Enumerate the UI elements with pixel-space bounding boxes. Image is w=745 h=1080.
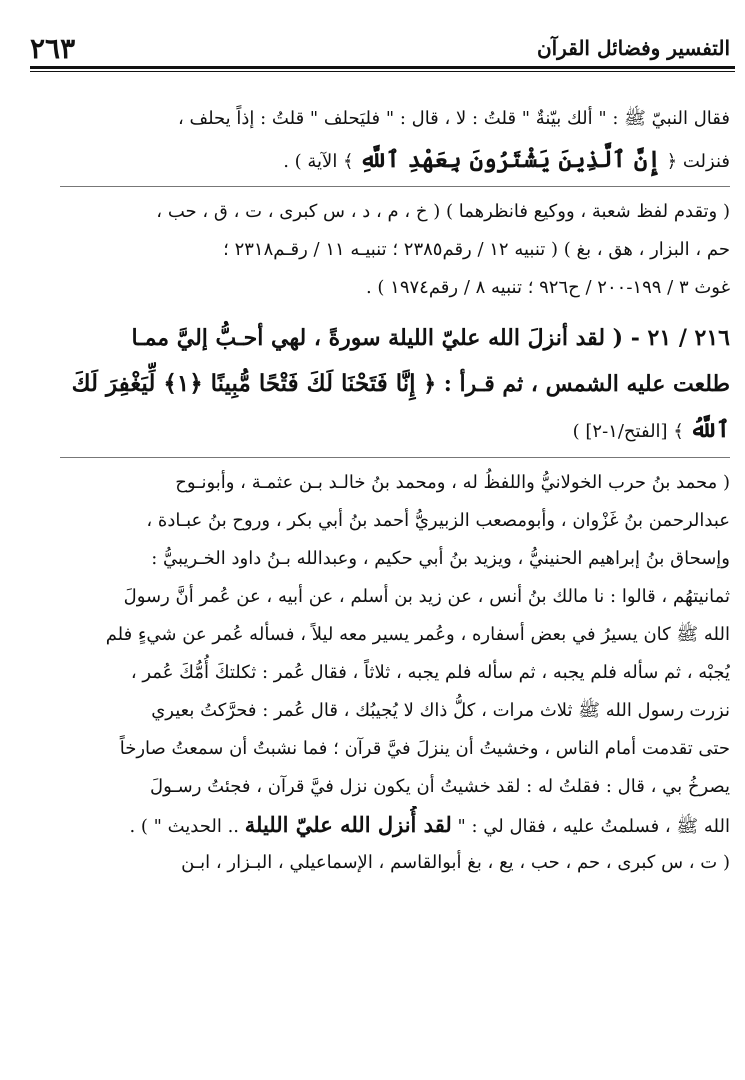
isnad-line: ( محمد بنُ حرب الخولانيُّ واللفظُ له ، ومحمد بنُ خالـد بـن عثمـة ، وأبونـوح [175,472,730,493]
quran-verse-2: إِنَّا فَتَحْنَا لَكَ فَتْحًا مُّبِينًا ﴿١﴾ لِّيَغْفِرَ لَكَ [71,370,416,397]
matn-line: نزرت رسول الله ﷺ ثلاث مرات ، كلُّ ذاك لا يُجيبُك ، قال عُمر : فحرَّكتُ بعيري [151,700,730,721]
page-header [30,30,730,70]
isnad-line: ثمانيتهُم ، قالوا : نا مالك بنُ أنس ، عن زيد بن أسلم ، عن أبيه ، عن عُمر أنَّ رسولَ [123,586,730,607]
takhrij2-line1: ( ت ، س كبرى ، حم ، حب ، يع ، بغ أبوالقاسم ، الإسماعيلي ، البـزار ، ابـن [181,852,730,873]
running-title: التفسير وفضائل القرآن [536,36,730,60]
matn-last-post: .. الحديث " ) . [129,816,245,837]
header-rule-thin [30,71,735,72]
hadith1-line2 [60,138,730,182]
hadith1-line2-post: ﴾ الآية ) . [283,151,360,172]
quran-verse-2-end: ٱللَّهُ [689,416,730,443]
matn-last-emphasis: لقد أُنزل الله عليّ الليلة [244,812,452,837]
matn-last-pre: الله ﷺ ، فسلمتُ عليه ، فقال لي : " [451,816,730,837]
header-rule-thick [30,66,735,69]
hadith2-heading-line2 [60,361,730,407]
hadith2-heading-line3 [60,407,730,453]
page-body [60,100,730,882]
matn-line: الله ﷺ كان يسيرُ في بعض أسفاره ، وعُمر يسير معه ليلاً ، فسأله عُمر عن شيءٍ فلم [105,624,730,645]
matn-line: حتى تقدمت أمام الناس ، وخشيتُ أن ينزلَ فيَّ قرآن ؛ فما نشبتُ أن سمعتُ صارخاً [119,738,730,759]
matn-last-line [60,806,730,844]
hadith2-heading-line1: ٢١٦ / ٢١ - ( لقد أنزلَ الله عليّ الليلة سورةً ، لهي أحـبُّ إليَّ ممـا [131,325,730,351]
section-divider [60,186,730,187]
quran-verse-1: إِنَّ ٱلَّذِينَ يَشْتَرُونَ بِعَهْدِ ٱللَّهِ [359,146,661,173]
surah-reference: ﴾ [الفتح/١-٢] ) [572,421,690,442]
matn-line: يصرخُ بي ، قال : فقلتُ له : لقد خشيتُ أن يكون نزل فيَّ قرآن ، فجئتُ رسـولَ [150,776,730,797]
isnad-line: عبدالرحمن بنُ غَزْوان ، وأبومصعب الزبيريُّ أحمد بنُ أبي بكر ، وروح بنُ عبـادة ، [146,510,730,531]
section-divider-2 [60,457,730,458]
spacer [60,307,730,315]
hadith1-line1: فقال النبيّ ﷺ : " ألك بيّنةٌ " قلتُ : لا ، قال : " فليَحلف " قلتُ : إذاً يحلف ، [177,108,730,129]
takhrij-line3: غوث ٣ / ١٩٩-٢٠٠ / ح٩٢٦ ؛ تنبيه ٨ / رقم١٩٧٤ ) . [365,277,730,298]
page-number: ٢٦٣ [30,32,76,65]
hadith1-line2-pre: فنزلت ﴿ [660,151,730,172]
hadith2-line2-pre: طلعت عليه الشمس ، ثم قـرأ : ﴿ [415,371,730,397]
isnad-line: وإسحاق بنُ إبراهيم الحنينيُّ ، ويزيد بنُ أبي حكيم ، وعبدالله بـنُ داود الخـريبيُّ : [151,548,730,569]
takhrij-line1: ( وتقدم لفظ شعبة ، ووكيع فانظرهما ) ( خ ، م ، د ، س كبرى ، ت ، ق ، حب ، [156,201,730,222]
takhrij-line2: حم ، البزار ، هق ، بغ ) ( تنبيه ١٢ / رقم٢٣٨٥ ؛ تنبيـه ١١ / رقـم٢٣١٨ ؛ [223,239,730,260]
matn-line: يُجبْه ، ثم سأله فلم يجبه ، ثم سأله فلم يجبه ، ثلاثاً ، فقال عُمر : ثكلتكَ أُمُّكَ عُمر ، [130,662,730,683]
